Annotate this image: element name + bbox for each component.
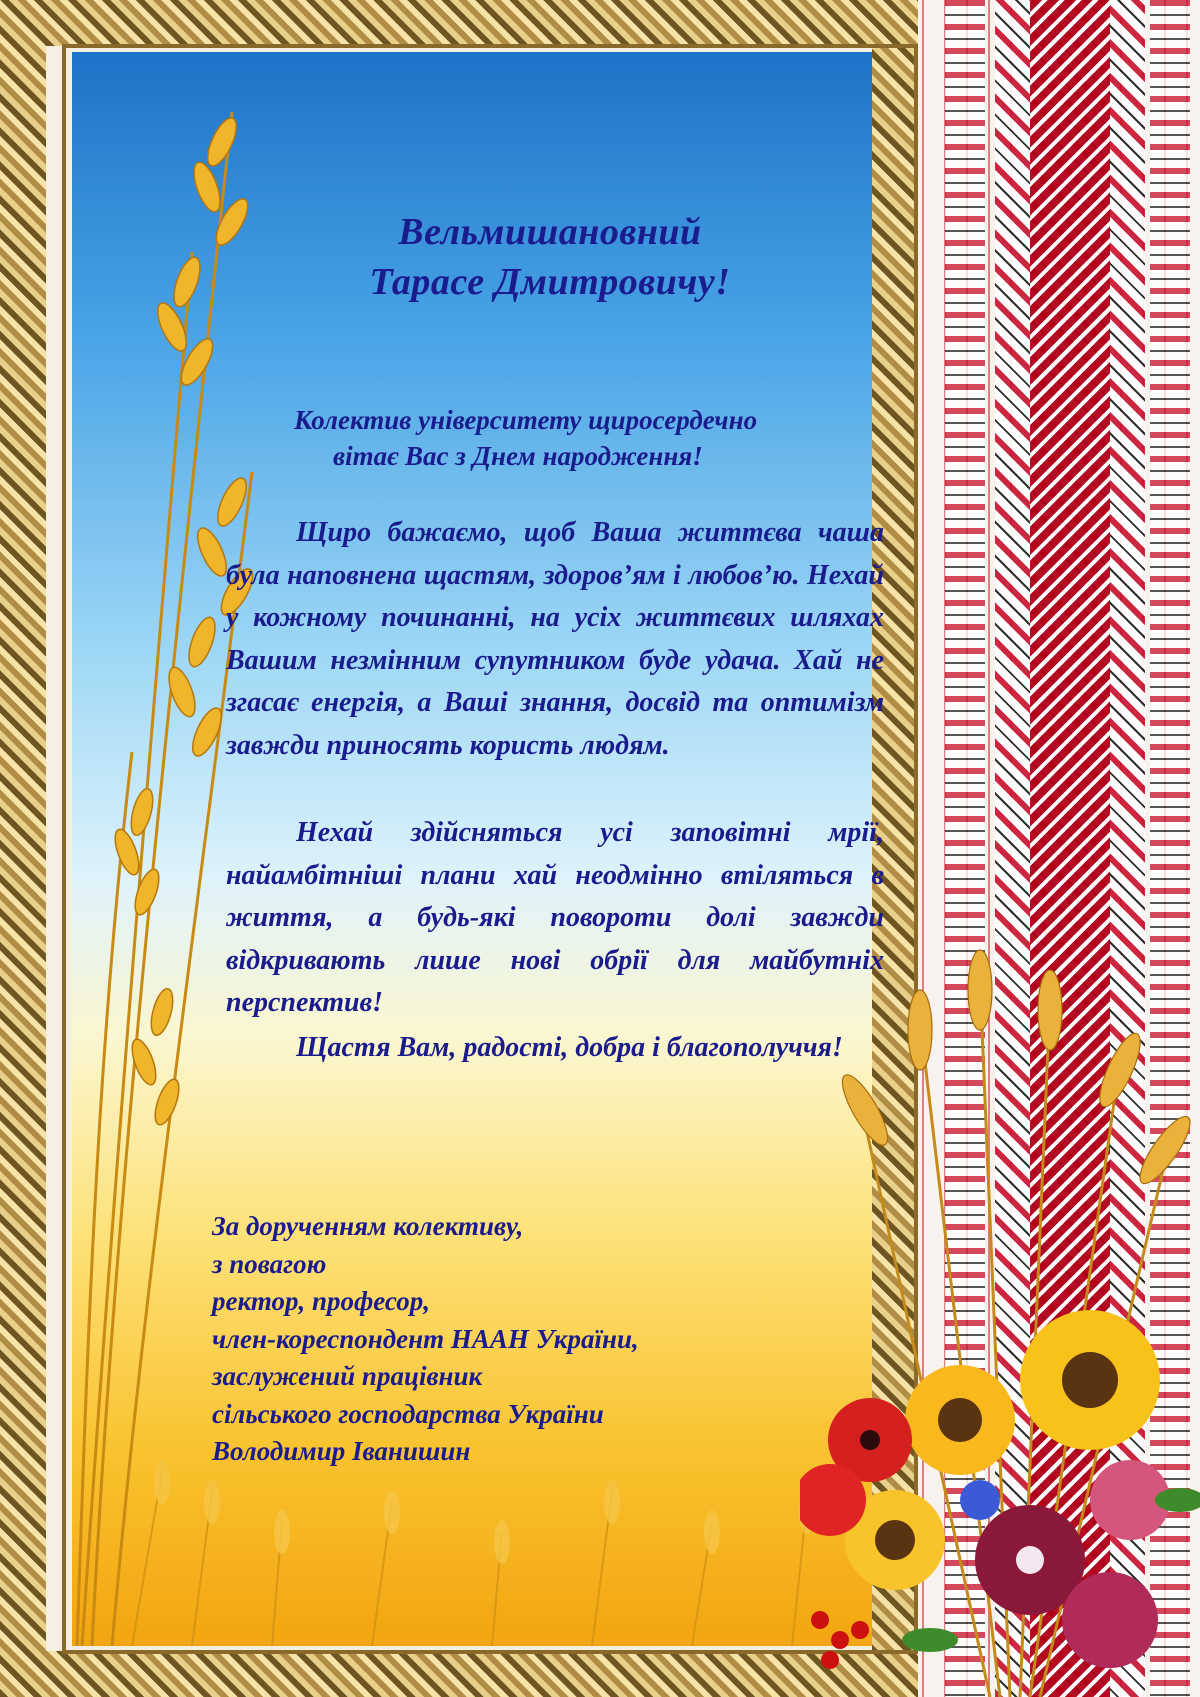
title-line-1: Вельмишановний bbox=[398, 211, 702, 253]
signature-line-5: заслужений працівник bbox=[212, 1361, 483, 1391]
signature-line-6: сільського господарства України bbox=[212, 1398, 604, 1429]
title-line-2: Тарасе Дмитровичу! bbox=[369, 261, 731, 303]
signature-line-2: з повагою bbox=[212, 1248, 327, 1279]
signature-line-1: За дорученням колективу, bbox=[212, 1211, 524, 1241]
wish-paragraph-1 bbox=[226, 512, 884, 767]
wish-paragraph-3 bbox=[226, 1027, 884, 1070]
intro-line-1: Колектив університету щиросердечно bbox=[294, 405, 758, 435]
signature-line-4: член-кореспондент НААН України, bbox=[212, 1323, 639, 1354]
signature-name: Володимир Іванишин bbox=[212, 1436, 471, 1466]
intro-line-2: вітає Вас з Днем народження! bbox=[333, 441, 703, 471]
wish-paragraph-1-text: Щиро бажаємо, щоб Ваша життєва чаша була наповнена щастям, здоров’ям і любов’ю. Нехай у кожному починанні, на усіх життєвих шляхах Вашим незмінним супутником буде удача. Хай не згасає енергія, а Ваші знання, досвід та оптимізм завжди приносять користь людям. bbox=[226, 517, 884, 761]
wish-paragraph-3-text: Щастя Вам, радості, добра і благополуччя! bbox=[296, 1032, 843, 1063]
signature-line-3: ректор, професор, bbox=[212, 1286, 430, 1316]
wish-paragraph-2 bbox=[226, 812, 884, 1025]
wish-paragraph-2-text: Нехай здійсняться усі заповітні мрії, найамбітніші плани хай неодмінно втіляться в життя, а будь-які повороти долі завжди відкривають лише нові обрії для майбутніх перспектив! bbox=[226, 817, 884, 1018]
signature-block bbox=[212, 1208, 639, 1471]
